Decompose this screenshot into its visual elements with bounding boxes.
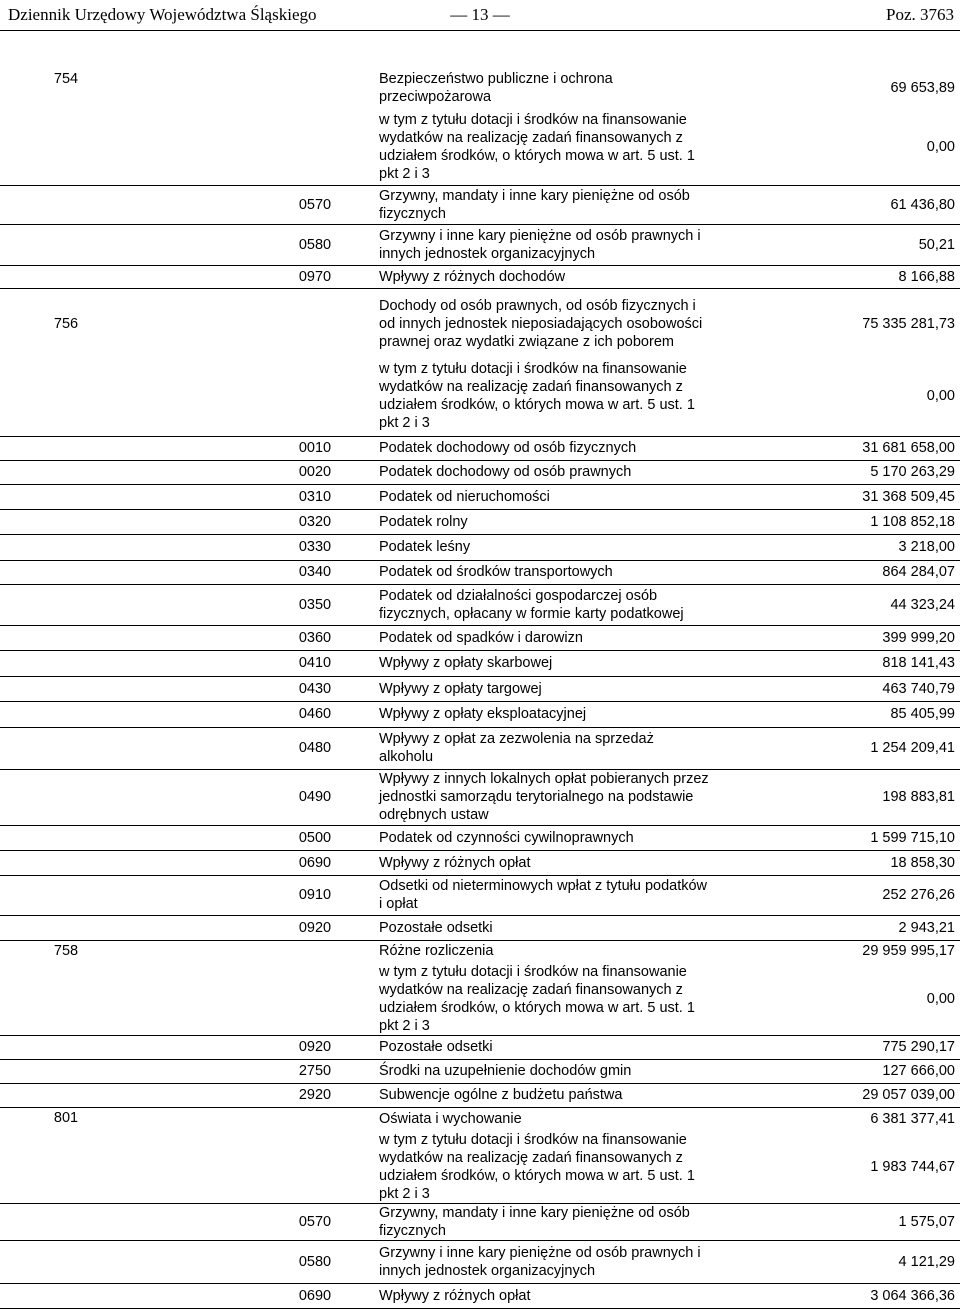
row-amount: 775 290,17 — [882, 1039, 955, 1055]
row-amount: 1 599 715,10 — [870, 829, 955, 846]
row-description: Wpływy z opłat za zezwolenia na sprzedaż alkoholu — [379, 731, 654, 765]
row-description: Grzywny, mandaty i inne kary pieniężne od osób fizycznych — [379, 1204, 690, 1239]
row-description: Podatek dochodowy od osób fizycznych — [379, 440, 637, 456]
paragraph-code — [290, 1107, 340, 1130]
section-code: 758 — [53, 943, 79, 959]
row-description: Grzywny i inne kary pieniężne od osób prawnych i innych jednostek organizacyjnych — [379, 227, 701, 262]
paragraph-code: 0010 — [298, 440, 332, 456]
row-description: Wpływy z różnych opłat — [379, 1287, 531, 1304]
row-amount: 864 284,07 — [882, 564, 955, 580]
row-amount: 69 653,89 — [890, 80, 955, 96]
row-amount: 0,00 — [926, 138, 955, 155]
section-code: 754 — [53, 71, 79, 87]
paragraph-code: 0580 — [298, 236, 332, 253]
table-row — [0, 769, 960, 826]
section-code — [36, 355, 96, 436]
paragraph-code — [290, 940, 340, 962]
section-code — [36, 625, 96, 650]
section-code — [36, 850, 96, 875]
section-code — [36, 224, 96, 265]
row-amount: 5 170 263,29 — [870, 464, 955, 480]
position-number: Poz. 3763 — [886, 5, 954, 24]
row-description: Wpływy z różnych opłat — [379, 854, 531, 871]
row-amount: 1 108 852,18 — [870, 513, 955, 530]
row-description: Podatek rolny — [379, 513, 468, 530]
section-code — [36, 436, 96, 460]
table-row — [0, 676, 960, 702]
row-amount: 85 405,99 — [890, 706, 955, 722]
table-row — [0, 962, 960, 1036]
row-amount: 1 575,07 — [898, 1213, 955, 1230]
paragraph-code — [290, 68, 340, 108]
row-amount: 0,00 — [926, 387, 955, 404]
paragraph-code: 0310 — [298, 488, 332, 505]
table-row — [0, 584, 960, 626]
table-row — [0, 1203, 960, 1241]
row-description: Grzywny, mandaty i inne kary pieniężne od osób fizycznych — [379, 187, 690, 222]
paragraph-code: 0020 — [298, 464, 332, 480]
section-code — [36, 1203, 96, 1240]
table-row — [0, 940, 960, 962]
row-amount: 3 064 366,36 — [870, 1287, 955, 1304]
row-description: Oświata i wychowanie — [379, 1110, 522, 1127]
table-row — [0, 1035, 960, 1060]
section-code — [36, 875, 96, 915]
paragraph-code — [290, 1130, 340, 1203]
row-description: Wpływy z opłaty eksploatacyjnej — [379, 706, 587, 722]
section-code: 756 — [53, 316, 79, 332]
table-row — [0, 650, 960, 677]
row-amount: 61 436,80 — [890, 196, 955, 213]
paragraph-code: 0350 — [298, 596, 332, 613]
section-code — [36, 1059, 96, 1083]
paragraph-code: 0480 — [298, 740, 332, 756]
row-amount: 463 740,79 — [882, 680, 955, 697]
table-row — [0, 701, 960, 728]
section-code — [36, 185, 96, 224]
row-amount: 18 858,30 — [890, 854, 955, 871]
paragraph-code — [290, 962, 340, 1035]
row-description: Podatek od czynności cywilnoprawnych — [379, 829, 634, 846]
section-code — [36, 1130, 96, 1203]
section-code — [36, 1283, 96, 1308]
table-row — [0, 1283, 960, 1309]
row-amount: 1 983 744,67 — [870, 1158, 955, 1175]
table-row — [0, 293, 960, 355]
paragraph-code: 0410 — [298, 655, 332, 671]
row-amount: 3 218,00 — [898, 539, 955, 555]
table-row — [0, 355, 960, 437]
row-amount: 6 381 377,41 — [870, 1110, 955, 1127]
table-row — [0, 727, 960, 770]
row-description: Wpływy z opłaty targowej — [379, 680, 542, 697]
row-description: Podatek od środków transportowych — [379, 564, 613, 580]
row-description: w tym z tytułu dotacji i środków na finansowanie wydatków na realizację zadań finansowanych z udziałem środków, o których mowa w art. 5 ust. 1 pkt 2 i 3 — [379, 111, 695, 182]
row-description: Bezpieczeństwo publiczne i ochrona przeciwpożarowa — [379, 71, 613, 105]
paragraph-code — [290, 293, 340, 355]
paragraph-code: 0360 — [298, 629, 332, 646]
table-row — [0, 560, 960, 585]
row-amount: 0,00 — [926, 990, 955, 1007]
row-description: Odsetki od nieterminowych wpłat z tytułu podatków i opłat — [379, 878, 708, 912]
table-row — [0, 460, 960, 485]
row-description: w tym z tytułu dotacji i środków na finansowanie wydatków na realizację zadań finansowanych z udziałem środków, o których mowa w art. 5 ust. 1 pkt 2 i 3 — [379, 963, 695, 1034]
section-code — [36, 1083, 96, 1107]
paragraph-code: 0320 — [298, 513, 332, 530]
paragraph-code: 0460 — [298, 706, 332, 722]
table-row — [0, 436, 960, 461]
table-row — [0, 224, 960, 266]
row-description: w tym z tytułu dotacji i środków na finansowanie wydatków na realizację zadań finansowanych z udziałem środków, o których mowa w art. 5 ust. 1 pkt 2 i 3 — [379, 1131, 695, 1202]
table-row — [0, 915, 960, 941]
row-amount: 4 121,29 — [898, 1253, 955, 1270]
paragraph-code: 0580 — [298, 1253, 332, 1270]
paragraph-code: 2750 — [298, 1063, 332, 1079]
row-description: Subwencje ogólne z budżetu państwa — [379, 1087, 623, 1103]
row-description: Grzywny i inne kary pieniężne od osób prawnych i innych jednostek organizacyjnych — [379, 1244, 701, 1279]
row-amount: 1 254 209,41 — [870, 740, 955, 756]
row-amount: 29 057 039,00 — [862, 1087, 955, 1103]
table-row — [0, 1083, 960, 1108]
paragraph-code: 0570 — [298, 1213, 332, 1230]
row-description: Podatek leśny — [379, 539, 471, 555]
table-row — [0, 509, 960, 535]
section-code — [36, 1035, 96, 1059]
section-code — [36, 265, 96, 288]
table-row — [0, 68, 960, 108]
row-description: Pozostałe odsetki — [379, 919, 493, 936]
table-row — [0, 1240, 960, 1284]
section-code — [36, 769, 96, 825]
section-code — [36, 650, 96, 676]
journal-title: Dziennik Urzędowy Województwa Śląskiego — [8, 5, 317, 24]
section-code — [36, 825, 96, 850]
paragraph-code: 0500 — [298, 829, 332, 846]
row-description: Podatek od spadków i darowizn — [379, 629, 583, 646]
row-amount: 29 959 995,17 — [862, 943, 955, 959]
section-code — [36, 534, 96, 560]
row-amount: 8 166,88 — [898, 268, 955, 285]
section-code — [36, 1240, 96, 1283]
table-row — [0, 1130, 960, 1204]
section-code — [36, 509, 96, 534]
row-description: Wpływy z różnych dochodów — [379, 268, 566, 285]
section-code: 801 — [53, 1110, 79, 1126]
row-amount: 2 943,21 — [898, 919, 955, 936]
row-description: w tym z tytułu dotacji i środków na finansowanie wydatków na realizację zadań finansowanych z udziałem środków, o których mowa w art. 5 ust. 1 pkt 2 i 3 — [379, 360, 695, 431]
paragraph-code: 0690 — [298, 1287, 332, 1304]
section-code — [36, 727, 96, 769]
row-description: Wpływy z innych lokalnych opłat pobieranych przez jednostki samorządu terytorialnego na podstawie odrębnych ustaw — [379, 771, 709, 823]
section-code — [36, 584, 96, 625]
section-code — [36, 460, 96, 484]
row-description: Podatek od działalności gospodarczej osób fizycznych, opłacany w formie karty podatkowej — [379, 587, 684, 622]
row-description: Dochody od osób prawnych, od osób fizycznych i od innych jednostek nieposiadających osobowości prawnej oraz wydatki związane z ich poborem — [379, 298, 703, 350]
row-amount: 44 323,24 — [890, 596, 955, 613]
paragraph-code: 0920 — [298, 1039, 332, 1055]
paragraph-code: 0340 — [298, 564, 332, 580]
section-code — [36, 484, 96, 509]
table-row — [0, 534, 960, 561]
paragraph-code: 0920 — [298, 919, 332, 936]
table-row — [0, 825, 960, 851]
row-amount: 75 335 281,73 — [862, 316, 955, 332]
page-number: — 13 — — [450, 5, 510, 24]
row-amount: 252 276,26 — [882, 887, 955, 903]
paragraph-code — [290, 355, 340, 436]
row-description: Pozostałe odsetki — [379, 1039, 493, 1055]
section-code — [36, 915, 96, 940]
table-row — [0, 1059, 960, 1084]
row-description: Różne rozliczenia — [379, 943, 494, 959]
section-code — [36, 701, 96, 727]
paragraph-code: 2920 — [298, 1087, 332, 1103]
table-row — [0, 484, 960, 510]
row-amount: 31 681 658,00 — [862, 440, 955, 456]
row-description: Środki na uzupełnienie dochodów gmin — [379, 1063, 632, 1079]
section-code — [36, 108, 96, 185]
table-row — [0, 108, 960, 186]
table-row — [0, 875, 960, 916]
table-row — [0, 265, 960, 289]
row-amount: 399 999,20 — [882, 629, 955, 646]
paragraph-code: 0570 — [298, 196, 332, 213]
paragraph-code — [290, 108, 340, 185]
paragraph-code: 0430 — [298, 680, 332, 697]
paragraph-code: 0330 — [298, 539, 332, 555]
table-row — [0, 185, 960, 225]
row-amount: 31 368 509,45 — [862, 488, 955, 505]
row-amount: 127 666,00 — [882, 1063, 955, 1079]
row-description: Wpływy z opłaty skarbowej — [379, 655, 553, 671]
section-code — [36, 560, 96, 584]
section-code — [36, 676, 96, 701]
row-amount: 198 883,81 — [882, 789, 955, 805]
paragraph-code: 0970 — [298, 268, 332, 285]
row-amount: 50,21 — [918, 236, 955, 253]
paragraph-code: 0690 — [298, 854, 332, 871]
row-description: Podatek od nieruchomości — [379, 488, 550, 505]
row-amount: 818 141,43 — [882, 655, 955, 671]
table-row — [0, 625, 960, 651]
section-code — [36, 962, 96, 1035]
table-row — [0, 850, 960, 876]
paragraph-code: 0490 — [298, 789, 332, 805]
table-row — [0, 1107, 960, 1130]
paragraph-code: 0910 — [298, 887, 332, 903]
row-description: Podatek dochodowy od osób prawnych — [379, 464, 632, 480]
